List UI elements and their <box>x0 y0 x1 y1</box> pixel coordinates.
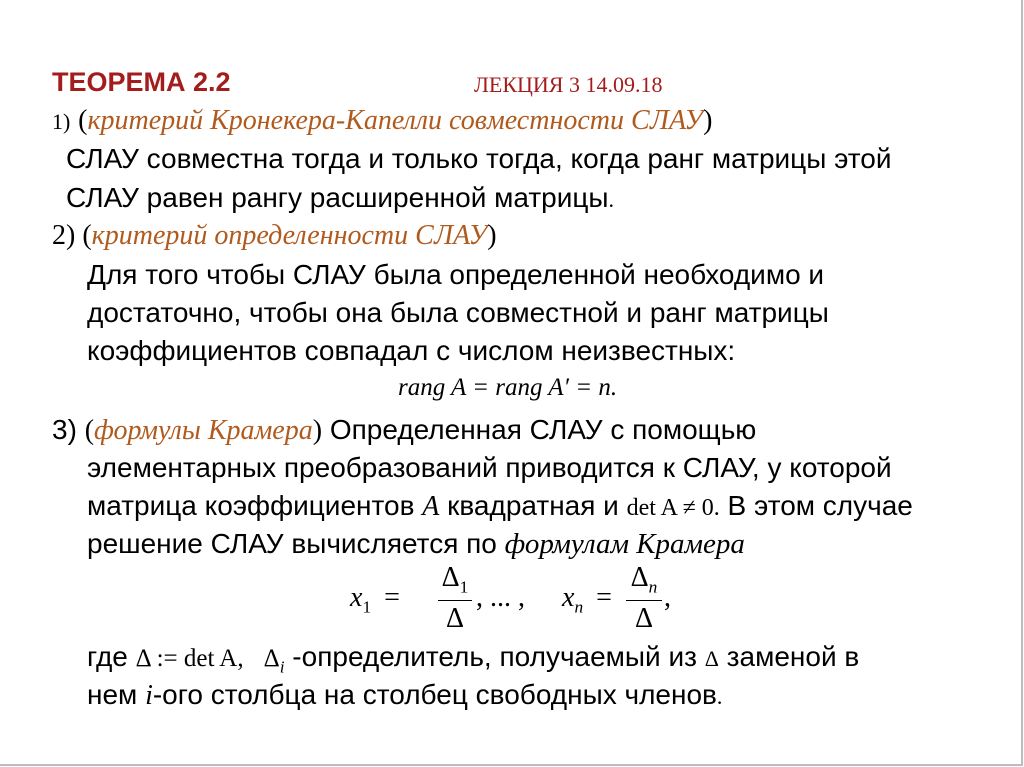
lecture-label: ЛЕКЦИЯ 3 14.09.18 <box>474 72 663 97</box>
where-line <box>87 641 859 678</box>
item2-line2: достаточно, чтобы она была совместной и ранг матрицы <box>87 297 829 328</box>
delta-definition: Δ := det A, <box>135 645 244 672</box>
matrix-A-symbol: A <box>422 491 440 522</box>
item3-open-paren: ( <box>84 415 95 446</box>
cramer-xn <box>562 582 612 618</box>
item2-line1: Для того чтобы СЛАУ была определенной необходимо и <box>87 259 825 290</box>
frac1-bar <box>438 600 472 601</box>
item1-heading <box>52 104 712 137</box>
item2-line3: коэффициентов совпадал с числом неизвестных: <box>87 335 736 366</box>
item3-line3-b: квадратная и <box>439 490 627 521</box>
xn-equals: = <box>596 582 612 613</box>
last-period: . <box>716 684 723 709</box>
item2-close-paren: ) <box>487 220 497 251</box>
item1-line2 <box>66 182 614 214</box>
where-mid: -определитель, получаемый из <box>284 641 705 672</box>
cramer-frac1 <box>438 562 472 635</box>
item3-close-paren: ) <box>312 415 323 446</box>
det-condition: det A ≠ 0. <box>626 495 720 521</box>
theorem-title: ТЕОРЕМА 2.2 <box>52 67 231 97</box>
cramer-dots: , ... , <box>476 582 525 613</box>
delta-symbol: Δ <box>704 646 719 671</box>
frac1-denominator: Δ <box>445 602 464 634</box>
x1-var: x <box>350 582 363 613</box>
frac1-num-subscript: 1 <box>459 577 469 597</box>
fracn-numerator: Δ <box>630 562 649 593</box>
delta-i-subscript: i <box>279 657 285 677</box>
cramer-fracn <box>626 562 662 635</box>
item3-line3-a: матрица коэффициентов <box>87 490 423 521</box>
item1-number: 1) <box>52 109 71 134</box>
item3-criterion: формулы Крамера <box>94 415 313 446</box>
item2-open-paren: ( <box>82 220 92 251</box>
item1-criterion: критерий Кронекера-Капелли совместности СЛАУ <box>87 105 704 136</box>
cramer-formulas-label: формулам Крамера <box>504 528 745 560</box>
item3-line2: элементарных преобразований приводится к СЛАУ, у которой <box>87 452 892 483</box>
item1-close-paren: ) <box>703 105 713 136</box>
item3-line1-rest: Определенная СЛАУ с помощью <box>322 414 757 445</box>
item1-line2-text: СЛАУ равен рангу расширенной матрицы <box>66 182 609 213</box>
xn-subscript: n <box>574 597 584 617</box>
xn-var: x <box>562 582 575 613</box>
item3-number: 3) <box>52 414 77 445</box>
cramer-trailing-comma: , <box>664 582 671 613</box>
item3-line3 <box>87 490 913 523</box>
item1-line2-period: . <box>608 187 615 212</box>
frac1-numerator: Δ <box>441 562 460 593</box>
item3-line4-a: решение СЛАУ вычисляется по <box>87 528 505 559</box>
item2-criterion: критерий определенности СЛАУ <box>91 220 488 251</box>
last-line <box>87 679 722 712</box>
fracn-bar <box>626 600 662 601</box>
fracn-denominator: Δ <box>634 602 653 634</box>
cramer-x1 <box>350 582 400 618</box>
item3-heading <box>52 414 756 447</box>
item1-line1: СЛАУ совместна тогда и только тогда, когда ранг матрицы этой <box>66 143 892 174</box>
rank-formula: rang A = rang A′ = n. <box>398 374 618 401</box>
last-text: -ого столбца на столбец свободных членов <box>152 679 717 710</box>
fracn-num-subscript: n <box>648 577 658 597</box>
item3-line4 <box>87 528 745 561</box>
last-prefix: нем <box>87 679 146 710</box>
column-index-i: i <box>145 680 153 711</box>
item3-line3-c: В этом случае <box>719 490 913 521</box>
x1-subscript: 1 <box>362 597 372 617</box>
item2-number: 2) <box>52 220 76 251</box>
item1-open-paren: ( <box>78 105 88 136</box>
where-prefix: где <box>87 641 136 672</box>
where-end: заменой в <box>718 641 860 672</box>
delta-i-symbol: Δ <box>263 645 280 672</box>
item2-heading <box>52 220 497 252</box>
x1-equals: = <box>384 582 400 613</box>
